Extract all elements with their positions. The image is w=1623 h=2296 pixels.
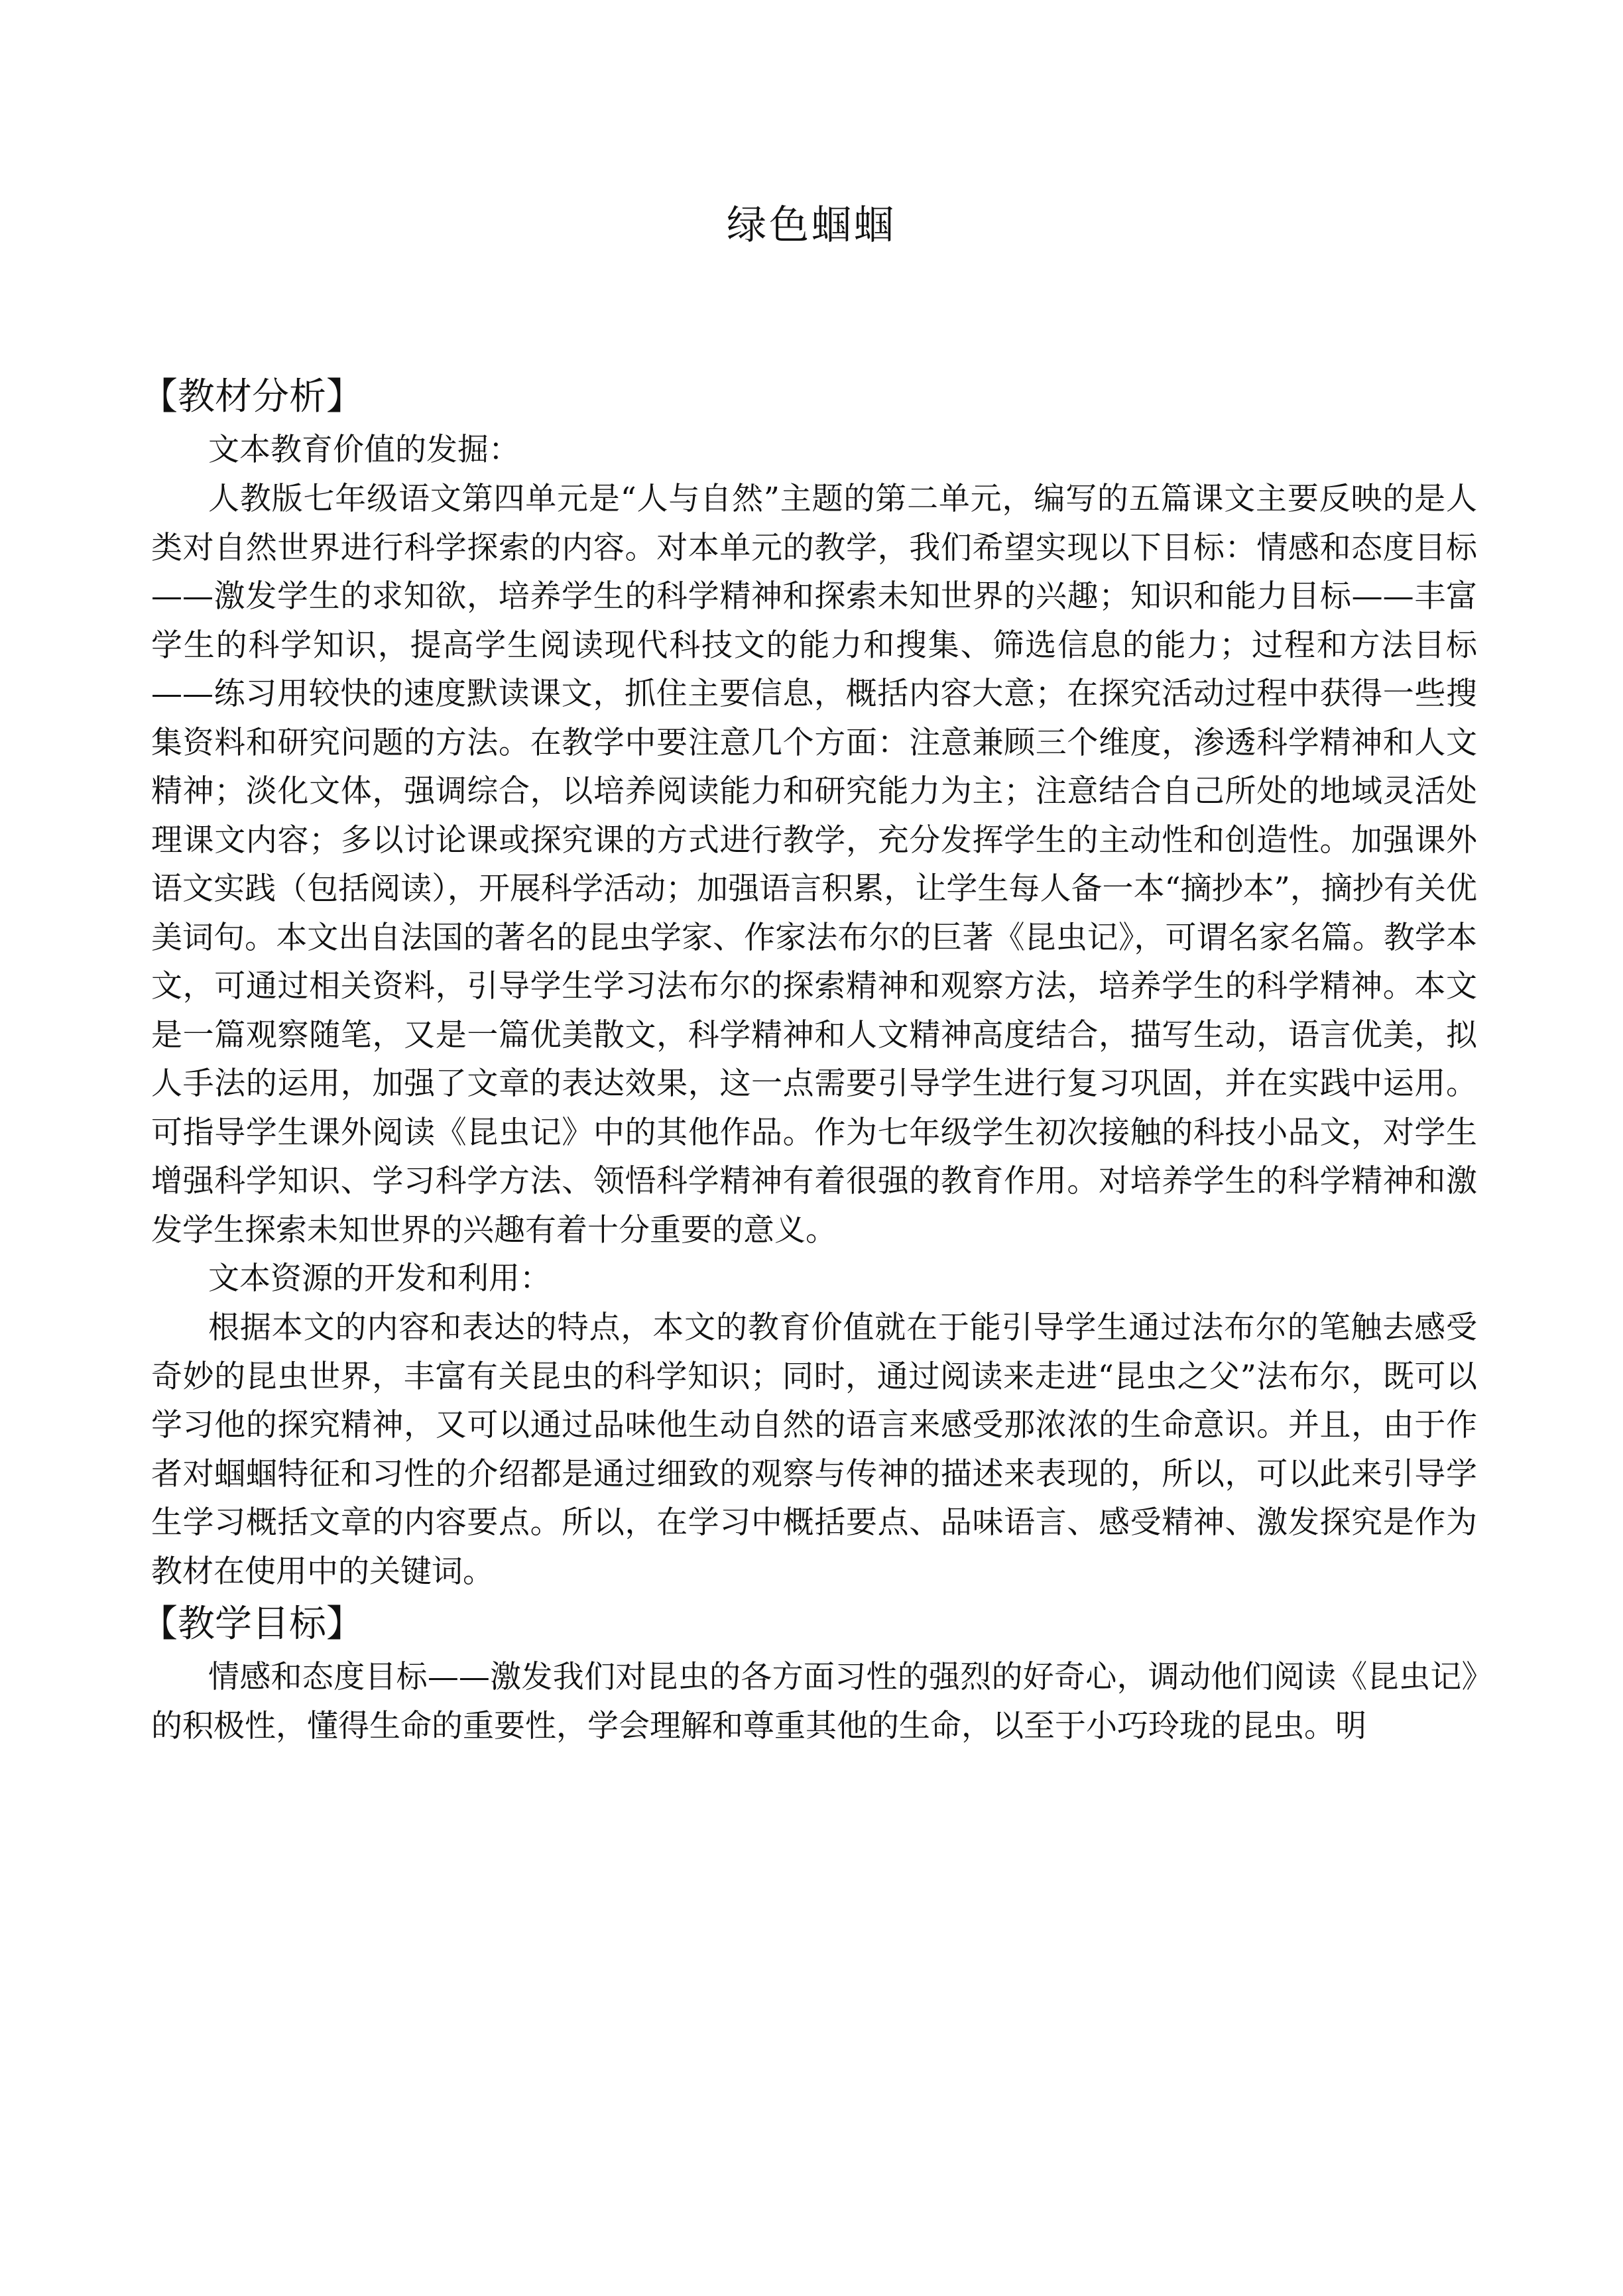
section-textbook-analysis bbox=[141, 371, 1477, 1596]
section-teaching-goals bbox=[141, 1599, 1477, 1750]
paragraph-emotion-goal: 情感和态度目标——激发我们对昆虫的各方面习性的强烈的好奇心，调动他们阅读《昆虫记》的积极性，懂得生命的重要性，学会理解和尊重其他的生命，以至于小巧玲珑的昆虫。明 bbox=[151, 1659, 1477, 1744]
subheading-resource-development: 文本资源的开发和利用： bbox=[208, 1260, 551, 1297]
subheading-educational-value: 文本教育价值的发掘： bbox=[208, 432, 520, 468]
document-title: 绿色蝈蝈 bbox=[727, 202, 896, 249]
section-heading: 【教学目标】 bbox=[141, 1602, 363, 1646]
section-heading: 【教材分析】 bbox=[141, 375, 363, 418]
paragraph-resource-usage: 根据本文的内容和表达的特点，本文的教育价值就在于能引导学生通过法布尔的笔触去感受奇妙的昆虫世界，丰富有关昆虫的科学知识；同时，通过阅读来走进“昆虫之父”法布尔，既可以学习他的探究精神，又可以通过品味他生动自然的语言来感受那浓浓的生命意识。并且，由于作者对蝈蝈特征和习性的介绍都是通过细致的观察与传神的描述来表现的，所以，可以此来引导学生学习概括文章的内容要点。所以，在学习中概括要点、品味语言、感受精神、激发探究是作为教材在使用中的关键词。 bbox=[151, 1309, 1477, 1590]
paragraph-unit-overview: 人教版七年级语文第四单元是“人与自然”主题的第二单元，编写的五篇课文主要反映的是人类对自然世界进行科学探索的内容。对本单元的教学，我们希望实现以下目标：情感和态度目标——激发学生的求知欲，培养学生的科学精神和探索未知世界的兴趣；知识和能力目标——丰富学生的科学知识，提高学生阅读现代科技文的能力和搜集、筛选信息的能力；过程和方法目标——练习用较快的速度默读课文，抓住主要信息，概括内容大意；在探究活动过程中获得一些搜集资料和研究问题的方法。在教学中要注意几个方面：注意兼顾三个维度，渗透科学精神和人文精神；淡化文体，强调综合，以培养阅读能力和研究能力为主；注意结合自己所处的地域灵活处理课文内容；多以讨论课或探究课的方式进行教学，充分发挥学生的主动性和创造性。加强课外语文实践（包括阅读），开展科学活动；加强语言积累，让学生每人备一本“摘抄本”，摘抄有关优美词句。本文出自法国的著名的昆虫学家、作家法布尔的巨著《昆虫记》，可谓名家名篇。教学本文，可通过相关资料，引导学生学习法布尔的探索精神和观察方法，培养学生的科学精神。本文是一篇观察随笔，又是一篇优美散文，科学精神和人文精神高度结合，描写生动，语言优美，拟人手法的运用，加强了文章的表达效果，这一点需要引导学生进行复习巩固，并在实践中运用。可指导学生课外阅读《昆虫记》中的其他作品。作为七年级学生初次接触的科技小品文，对学生增强科学知识、学习科学方法、领悟科学精神有着很强的教育作用。对培养学生的科学精神和激发学生探索未知世界的兴趣有着十分重要的意义。 bbox=[151, 481, 1477, 1248]
document-body bbox=[141, 371, 1477, 1750]
